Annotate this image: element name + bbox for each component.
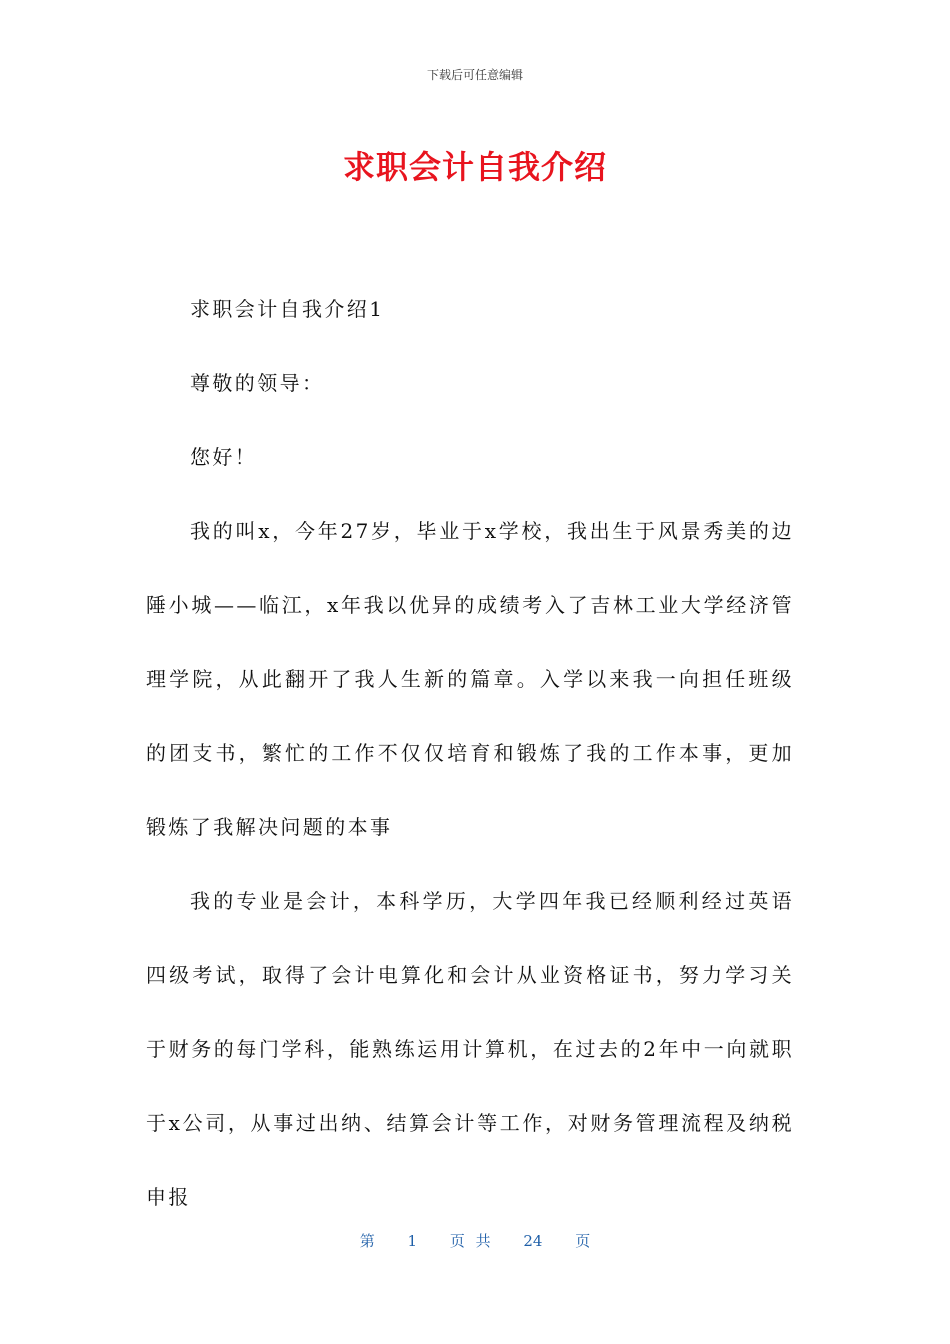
greeting: 您好！ — [190, 445, 258, 469]
footer-ye: 页 — [575, 1232, 591, 1250]
section-heading: 求职会计自我介绍1 — [190, 297, 385, 321]
footer-ye-gong: 页 共 — [449, 1232, 491, 1250]
salutation: 尊敬的领导： — [190, 371, 325, 395]
footer-total-pages: 24 — [523, 1232, 543, 1250]
footer-di: 第 — [359, 1232, 375, 1250]
document-body — [146, 272, 794, 1234]
body-paragraph: 我的叫x，今年27岁，毕业于x学校，我出生于风景秀美的边陲小城——临江，x年我以优异的成绩考入了吉林工业大学经济管理学院，从此翻开了我人生新的篇章。入学以来我一向担任班级的团支书，繁忙的工作不仅仅培育和锻炼了我的工作本事，更加锻炼了我解决问题的本事 — [146, 519, 794, 839]
header-note: 下载后可任意编辑 — [426, 68, 523, 82]
document-title: 求职会计自我介绍 — [342, 148, 607, 186]
body-paragraph: 我的专业是会计，本科学历，大学四年我已经顺利经过英语四级考试，取得了会计电算化和会计从业资格证书，努力学习关于财务的每门学科，能熟练运用计算机，在过去的2年中一向就职于x公司，从事过出纳、结算会计等工作，对财务管理流程及纳税申报 — [146, 889, 794, 1209]
footer-page-number: 1 — [407, 1232, 418, 1250]
page-footer — [0, 1230, 950, 1251]
